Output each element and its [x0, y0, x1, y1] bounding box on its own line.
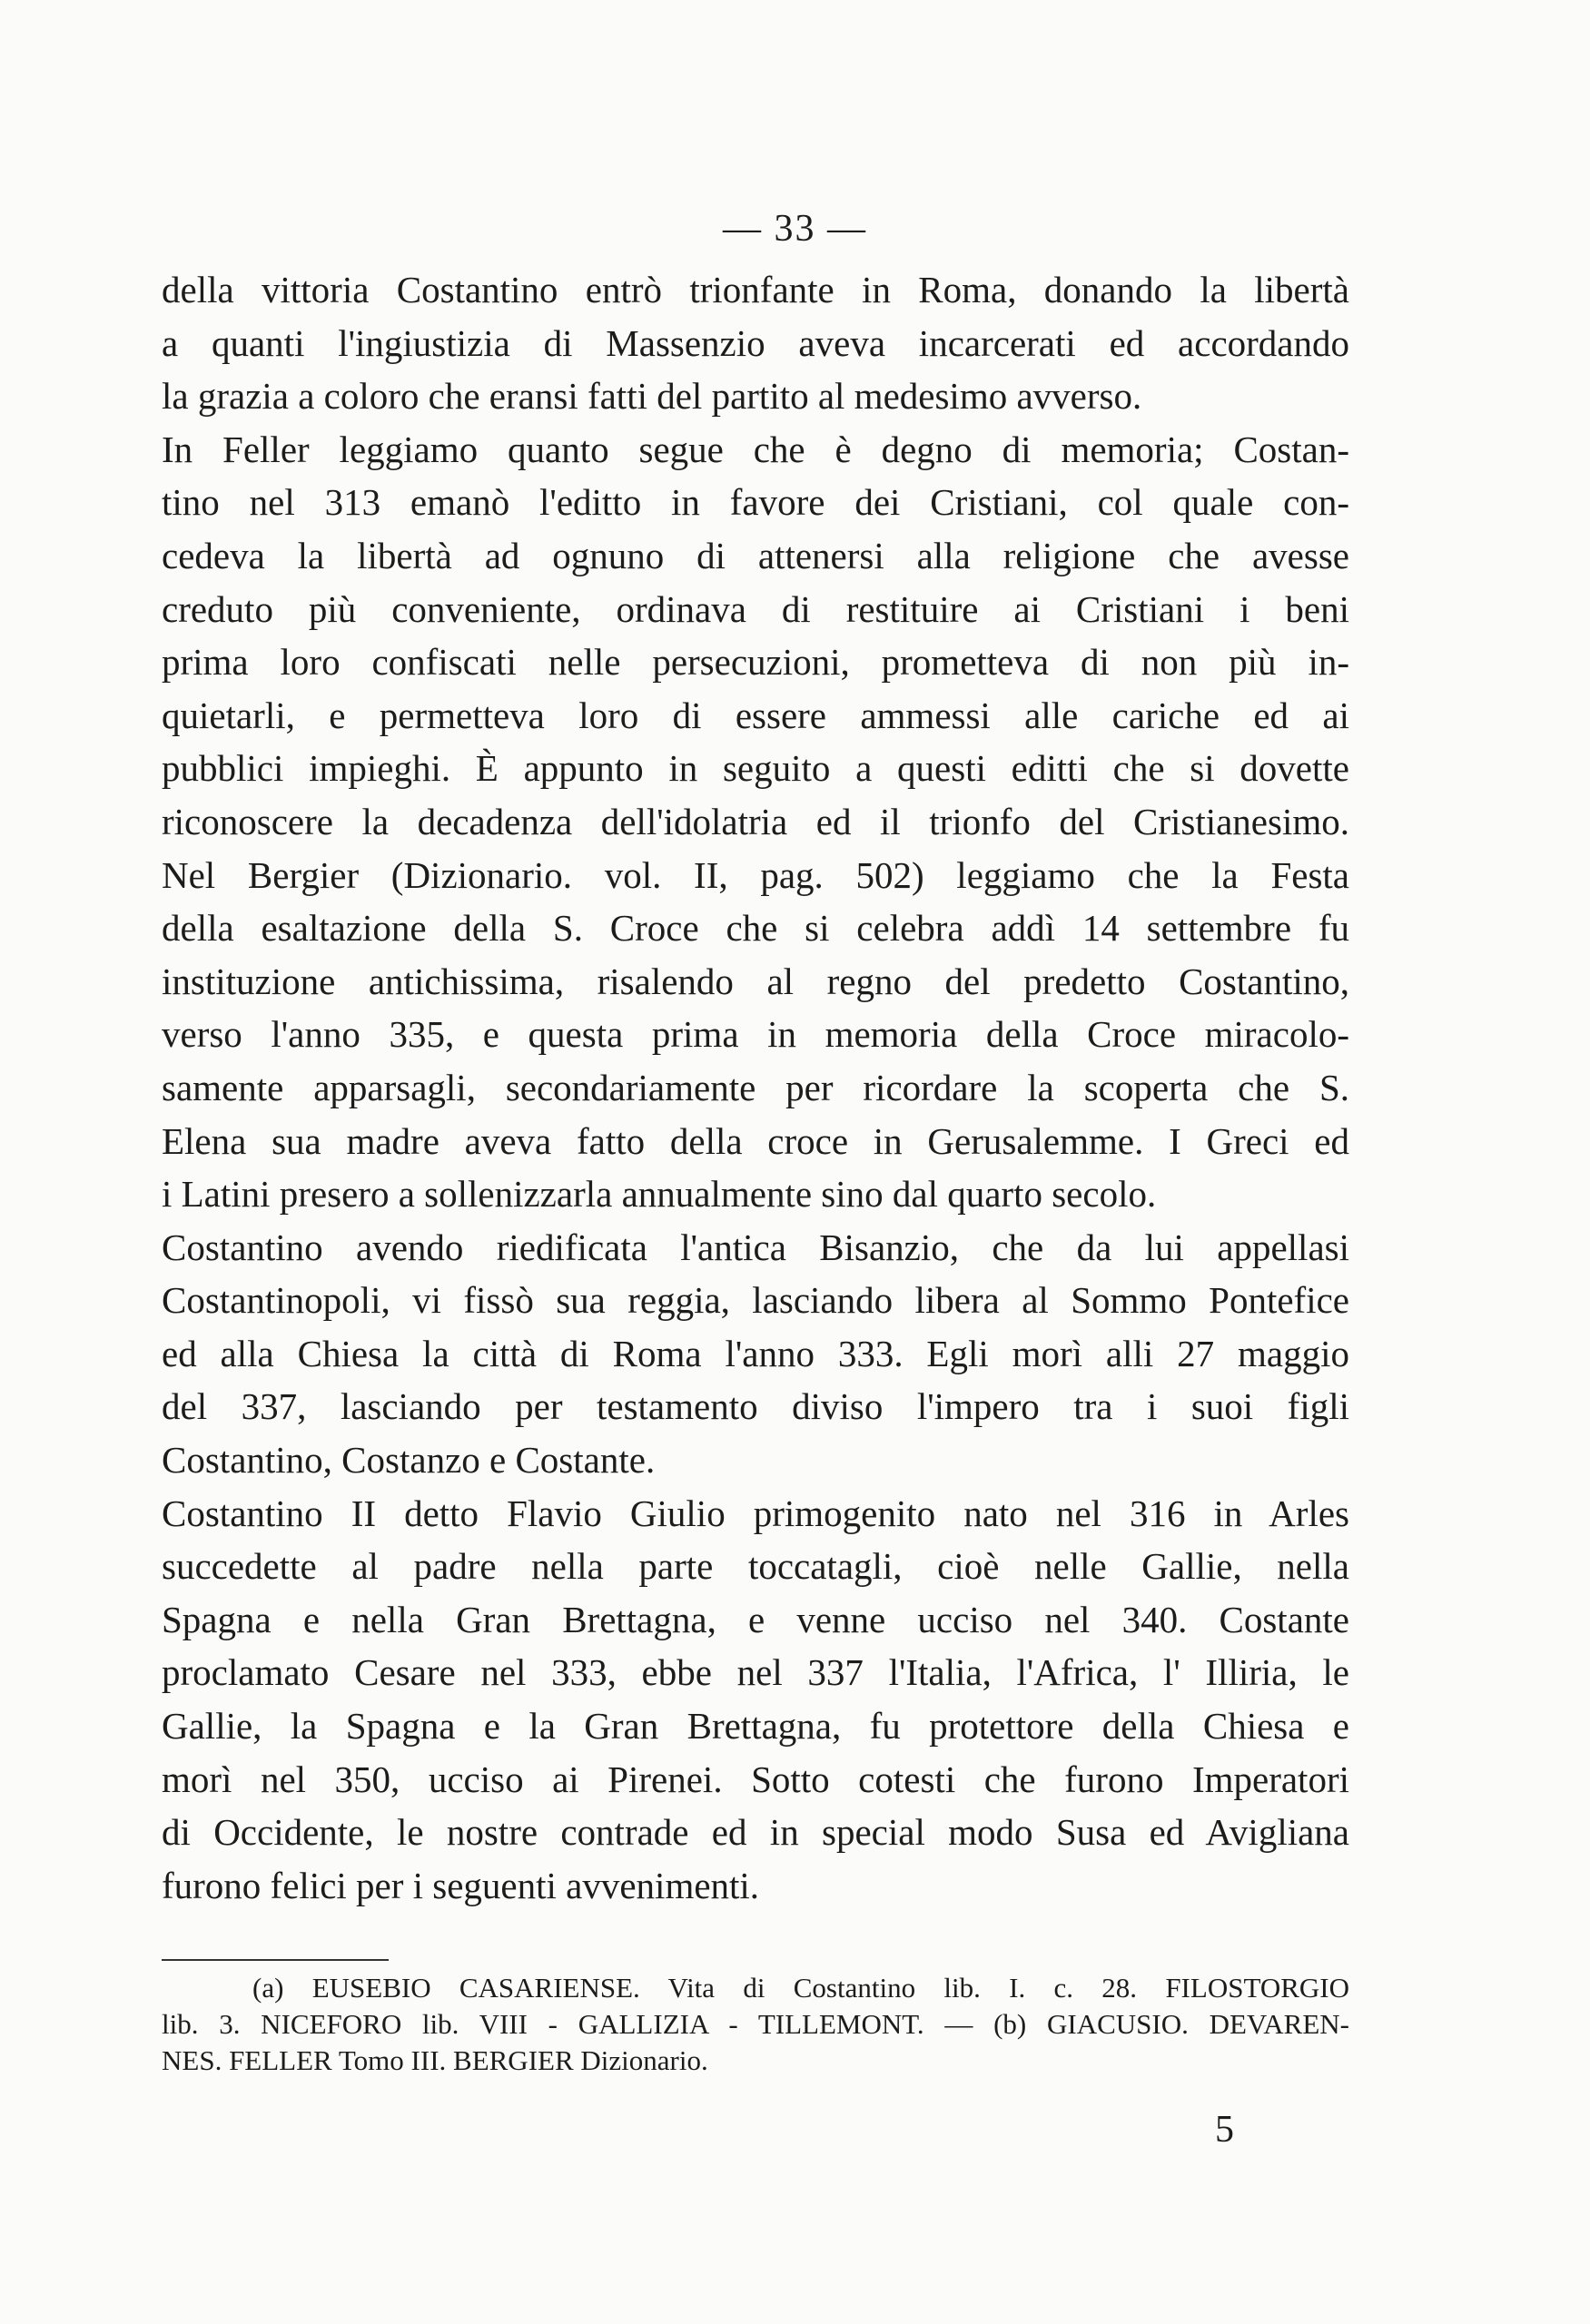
body-text — [162, 263, 1349, 1912]
text-line: pubblici impieghi. È appunto in seguito a questi editti che si dovette — [162, 747, 1349, 790]
text-line: Elena sua madre aveva fatto della croce in Gerusalemme. I Greci ed — [162, 1119, 1349, 1162]
text-line: instituzione antichissima, risalendo al regno del predetto Costantino, — [162, 960, 1349, 1002]
text-line: samente apparsagli, secondariamente per ricordare la scoperta che S. — [162, 1066, 1349, 1108]
footnote-line: (a) EUSEBIO CASARIENSE. Vita di Costantino lib. I. c. 28. FILOSTORGIO — [252, 1972, 1349, 2004]
text-line: della esaltazione della S. Croce che si celebra addì 14 settembre fu — [162, 907, 1349, 950]
text-line: Costantino II detto Flavio Giulio primogenito nato nel 316 in Arles — [162, 1492, 1349, 1534]
footnote-line: lib. 3. NICEFORO lib. VIII - GALLIZIA - TILLEMONT. — (b) GIACUSIO. DEVAREN- — [162, 2008, 1349, 2040]
text-line: creduto più conveniente, ordinava di restituire ai Cristiani i beni — [162, 587, 1349, 630]
text-line: morì nel 350, ucciso ai Pirenei. Sotto cotesti che furono Imperatori — [162, 1758, 1349, 1800]
text-line: la grazia a coloro che eransi fatti del partito al medesimo avverso. — [162, 375, 1142, 418]
text-line: furono felici per i seguenti avvenimenti. — [162, 1864, 760, 1906]
text-line: riconoscere la decadenza dell'idolatria ed il trionfo del Cristianesimo. — [162, 800, 1349, 842]
text-line: i Latini presero a sollenizzarla annualmente sino dal quarto secolo. — [162, 1173, 1157, 1216]
page-number: — 33 — — [723, 208, 867, 250]
footnote-line: NES. FELLER Tomo III. BERGIER Dizionario. — [162, 2044, 708, 2076]
text-line: Costantino avendo riedificata l'antica Bisanzio, che da lui appellasi — [162, 1226, 1349, 1268]
footnote-divider — [162, 1959, 389, 1961]
text-line: prima loro confiscati nelle persecuzioni, prometteva di non più in- — [162, 641, 1349, 684]
text-line: Costantino, Costanzo e Costante. — [162, 1439, 656, 1482]
text-line: della vittoria Costantino entrò trionfante in Roma, donando la libertà — [162, 269, 1349, 310]
text-line: del 337, lasciando per testamento diviso l'impero tra i suoi figli — [162, 1385, 1349, 1428]
text-line: verso l'anno 335, e questa prima in memoria della Croce miracolo- — [162, 1013, 1349, 1056]
text-line: quietarli, e permetteva loro di essere ammessi alle cariche ed ai — [162, 694, 1349, 736]
text-line: In Feller leggiamo quanto segue che è degno di memoria; Costan- — [162, 428, 1349, 470]
text-line: succedette al padre nella parte toccatagli, cioè nelle Gallie, nella — [162, 1545, 1349, 1588]
text-line: a quanti l'ingiustizia di Massenzio aveva incarcerati ed accordando — [162, 321, 1349, 364]
text-line: Gallie, la Spagna e la Gran Brettagna, fu protettore della Chiesa e — [162, 1705, 1349, 1748]
signature-mark: 5 — [1215, 2109, 1234, 2151]
text-line: Costantinopoli, vi fissò sua reggia, lasciando libera al Sommo Pontefice — [162, 1279, 1349, 1322]
text-line: ed alla Chiesa la città di Roma l'anno 333. Egli morì alli 27 maggio — [162, 1332, 1349, 1374]
text-line: proclamato Cesare nel 333, ebbe nel 337 l'Italia, l'Africa, l' Illiria, le — [162, 1651, 1349, 1694]
text-line: tino nel 313 emanò l'editto in favore dei Cristiani, col quale con- — [162, 481, 1349, 524]
text-line: di Occidente, le nostre contrade ed in special modo Susa ed Avigliana — [162, 1811, 1349, 1854]
text-line: Spagna e nella Gran Brettagna, e venne ucciso nel 340. Costante — [162, 1598, 1349, 1640]
text-line: cedeva la libertà ad ognuno di attenersi alla religione che avesse — [162, 534, 1349, 576]
footnotes — [162, 1970, 1349, 2079]
text-line: Nel Bergier (Dizionario. vol. II, pag. 502) leggiamo che la Festa — [162, 853, 1349, 896]
